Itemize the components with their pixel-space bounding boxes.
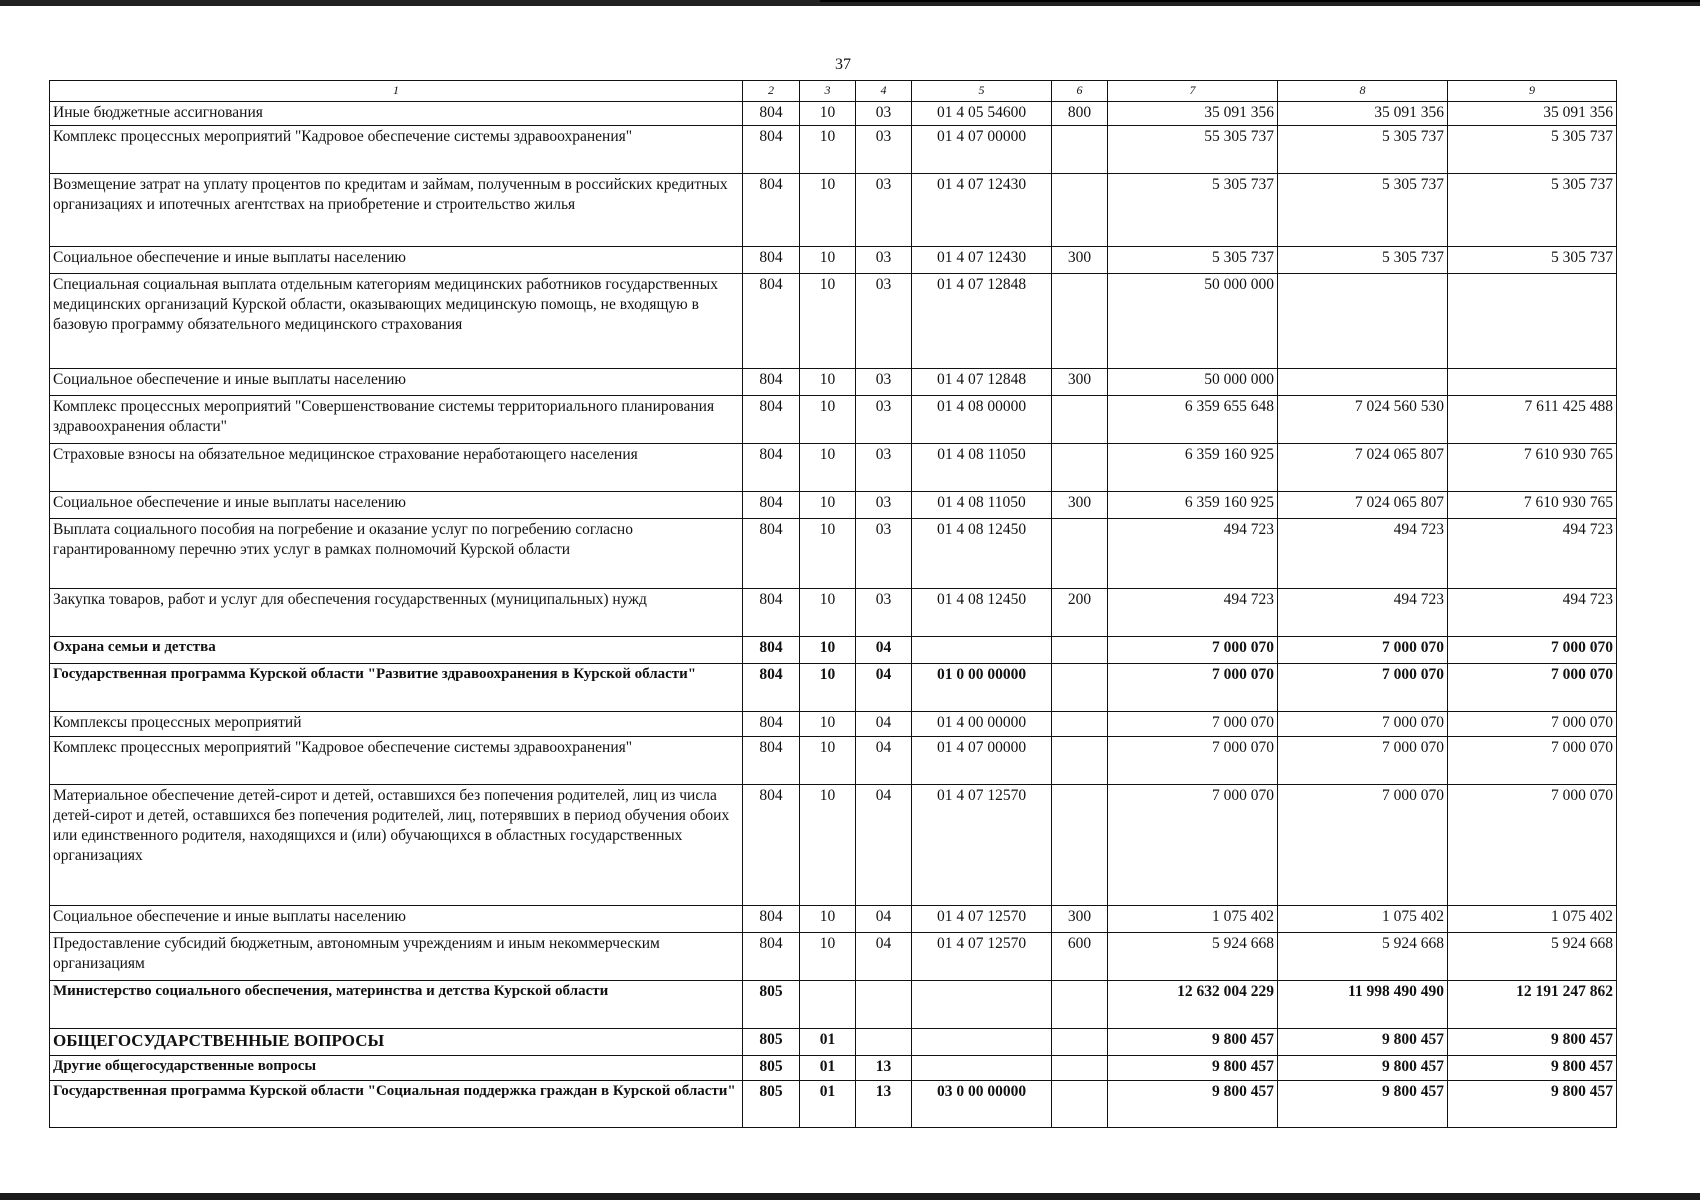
row-subsection: 03 xyxy=(856,174,912,247)
row-amount-col7: 7 000 070 xyxy=(1108,737,1278,785)
column-number: 5 xyxy=(912,81,1052,102)
table-row xyxy=(50,444,1617,492)
row-amount-col8: 5 305 737 xyxy=(1278,174,1448,247)
row-amount-col7: 6 359 160 925 xyxy=(1108,492,1278,519)
row-section: 10 xyxy=(800,174,856,247)
row-name: Государственная программа Курской области "Развитие здравоохранения в Курской области" xyxy=(50,664,743,712)
row-section: 10 xyxy=(800,589,856,637)
row-code: 804 xyxy=(743,637,800,664)
row-name: Социальное обеспечение и иные выплаты населению xyxy=(50,492,743,519)
row-amount-col8: 7 000 070 xyxy=(1278,664,1448,712)
row-amount-col7: 9 800 457 xyxy=(1108,1029,1278,1056)
row-amount-col9: 7 000 070 xyxy=(1448,785,1617,906)
row-subsection: 04 xyxy=(856,785,912,906)
row-amount-col8: 7 000 070 xyxy=(1278,737,1448,785)
row-code: 804 xyxy=(743,102,800,126)
row-section: 10 xyxy=(800,369,856,396)
column-number: 8 xyxy=(1278,81,1448,102)
row-subsection xyxy=(856,981,912,1029)
column-number: 9 xyxy=(1448,81,1617,102)
row-amount-col7: 5 305 737 xyxy=(1108,247,1278,274)
row-target-article: 01 4 07 12430 xyxy=(912,174,1052,247)
row-expense-type xyxy=(1052,637,1108,664)
row-amount-col7: 494 723 xyxy=(1108,519,1278,589)
row-subsection: 03 xyxy=(856,126,912,174)
row-code: 804 xyxy=(743,369,800,396)
column-number: 1 xyxy=(50,81,743,102)
row-section: 01 xyxy=(800,1081,856,1128)
row-target-article: 01 4 00 00000 xyxy=(912,712,1052,737)
row-section: 10 xyxy=(800,274,856,369)
row-amount-col9: 494 723 xyxy=(1448,589,1617,637)
row-amount-col8: 5 305 737 xyxy=(1278,126,1448,174)
row-amount-col9 xyxy=(1448,369,1617,396)
row-name: Государственная программа Курской области "Социальная поддержка граждан в Курской области" xyxy=(50,1081,743,1128)
row-amount-col9: 7 000 070 xyxy=(1448,712,1617,737)
row-target-article xyxy=(912,981,1052,1029)
row-section: 10 xyxy=(800,126,856,174)
row-expense-type xyxy=(1052,664,1108,712)
row-target-article: 01 4 08 11050 xyxy=(912,444,1052,492)
row-section: 10 xyxy=(800,906,856,933)
row-section: 10 xyxy=(800,492,856,519)
row-amount-col8: 9 800 457 xyxy=(1278,1029,1448,1056)
row-name: Социальное обеспечение и иные выплаты населению xyxy=(50,906,743,933)
row-expense-type xyxy=(1052,444,1108,492)
row-amount-col7: 9 800 457 xyxy=(1108,1056,1278,1081)
column-number: 3 xyxy=(800,81,856,102)
row-amount-col7: 12 632 004 229 xyxy=(1108,981,1278,1029)
row-amount-col8: 7 000 070 xyxy=(1278,637,1448,664)
row-amount-col8: 7 024 065 807 xyxy=(1278,444,1448,492)
row-section: 10 xyxy=(800,444,856,492)
table-row xyxy=(50,492,1617,519)
row-expense-type xyxy=(1052,126,1108,174)
row-amount-col7: 1 075 402 xyxy=(1108,906,1278,933)
row-name: Другие общегосударственные вопросы xyxy=(50,1056,743,1081)
row-amount-col9: 5 924 668 xyxy=(1448,933,1617,981)
row-section: 10 xyxy=(800,785,856,906)
row-code: 804 xyxy=(743,933,800,981)
row-name: Социальное обеспечение и иные выплаты населению xyxy=(50,247,743,274)
row-code: 804 xyxy=(743,737,800,785)
row-amount-col9: 5 305 737 xyxy=(1448,247,1617,274)
table-row xyxy=(50,1081,1617,1128)
row-amount-col7: 5 305 737 xyxy=(1108,174,1278,247)
row-name: Социальное обеспечение и иные выплаты населению xyxy=(50,369,743,396)
budget-table xyxy=(49,80,1617,1128)
row-expense-type: 300 xyxy=(1052,906,1108,933)
row-expense-type xyxy=(1052,1056,1108,1081)
row-amount-col9: 35 091 356 xyxy=(1448,102,1617,126)
table-row xyxy=(50,589,1617,637)
row-target-article: 01 4 08 12450 xyxy=(912,519,1052,589)
row-section: 10 xyxy=(800,737,856,785)
row-name: Комплекс процессных мероприятий "Кадровое обеспечение системы здравоохранения" xyxy=(50,126,743,174)
row-amount-col9: 7 000 070 xyxy=(1448,637,1617,664)
row-expense-type xyxy=(1052,737,1108,785)
row-section: 10 xyxy=(800,664,856,712)
row-expense-type: 800 xyxy=(1052,102,1108,126)
row-code: 804 xyxy=(743,519,800,589)
row-target-article: 03 0 00 00000 xyxy=(912,1081,1052,1128)
row-code: 804 xyxy=(743,396,800,444)
row-expense-type xyxy=(1052,785,1108,906)
row-amount-col7: 7 000 070 xyxy=(1108,785,1278,906)
row-amount-col9: 7 610 930 765 xyxy=(1448,444,1617,492)
row-target-article: 01 4 07 00000 xyxy=(912,126,1052,174)
row-subsection: 04 xyxy=(856,664,912,712)
column-number: 4 xyxy=(856,81,912,102)
row-name: Комплекс процессных мероприятий "Совершенствование системы территориального планирования здравоохранения области" xyxy=(50,396,743,444)
row-amount-col7: 50 000 000 xyxy=(1108,274,1278,369)
row-subsection: 13 xyxy=(856,1081,912,1128)
table-row xyxy=(50,1056,1617,1081)
table-row xyxy=(50,785,1617,906)
row-target-article: 01 4 07 12848 xyxy=(912,274,1052,369)
row-name: Иные бюджетные ассигнования xyxy=(50,102,743,126)
row-amount-col7: 5 924 668 xyxy=(1108,933,1278,981)
row-amount-col7: 7 000 070 xyxy=(1108,637,1278,664)
row-code: 805 xyxy=(743,1029,800,1056)
table-row xyxy=(50,519,1617,589)
row-expense-type: 300 xyxy=(1052,247,1108,274)
scan-edge-bottom xyxy=(0,1193,1700,1200)
row-amount-col7: 55 305 737 xyxy=(1108,126,1278,174)
table-row xyxy=(50,712,1617,737)
row-target-article: 01 4 07 12570 xyxy=(912,785,1052,906)
row-section: 10 xyxy=(800,712,856,737)
row-target-article: 01 4 07 12848 xyxy=(912,369,1052,396)
row-amount-col8 xyxy=(1278,369,1448,396)
row-section: 10 xyxy=(800,102,856,126)
row-target-article: 01 4 05 54600 xyxy=(912,102,1052,126)
table-row xyxy=(50,102,1617,126)
row-target-article: 01 4 08 11050 xyxy=(912,492,1052,519)
row-amount-col9: 9 800 457 xyxy=(1448,1056,1617,1081)
table-row xyxy=(50,906,1617,933)
row-target-article: 01 4 07 12430 xyxy=(912,247,1052,274)
row-amount-col8: 7 000 070 xyxy=(1278,712,1448,737)
page-number: 37 xyxy=(835,56,851,73)
row-amount-col9: 1 075 402 xyxy=(1448,906,1617,933)
row-target-article: 01 0 00 00000 xyxy=(912,664,1052,712)
table-row xyxy=(50,174,1617,247)
row-subsection: 03 xyxy=(856,247,912,274)
row-amount-col8: 9 800 457 xyxy=(1278,1056,1448,1081)
table-row xyxy=(50,737,1617,785)
row-target-article xyxy=(912,1029,1052,1056)
row-section: 10 xyxy=(800,933,856,981)
row-amount-col8: 494 723 xyxy=(1278,589,1448,637)
column-number: 7 xyxy=(1108,81,1278,102)
row-subsection: 13 xyxy=(856,1056,912,1081)
row-amount-col7: 35 091 356 xyxy=(1108,102,1278,126)
table-row xyxy=(50,126,1617,174)
row-target-article: 01 4 08 00000 xyxy=(912,396,1052,444)
row-code: 804 xyxy=(743,664,800,712)
row-amount-col7: 7 000 070 xyxy=(1108,712,1278,737)
row-subsection: 04 xyxy=(856,712,912,737)
row-name: Выплата социального пособия на погребение и оказание услуг по погребению согласно гарантированному перечню этих услуг в рамках полномочий Курской области xyxy=(50,519,743,589)
row-section: 10 xyxy=(800,637,856,664)
row-amount-col9: 5 305 737 xyxy=(1448,126,1617,174)
row-amount-col9: 7 000 070 xyxy=(1448,737,1617,785)
row-amount-col9: 7 611 425 488 xyxy=(1448,396,1617,444)
row-amount-col9: 9 800 457 xyxy=(1448,1029,1617,1056)
column-number: 2 xyxy=(743,81,800,102)
row-amount-col9 xyxy=(1448,274,1617,369)
row-amount-col8: 5 305 737 xyxy=(1278,247,1448,274)
row-amount-col8: 35 091 356 xyxy=(1278,102,1448,126)
row-amount-col9: 9 800 457 xyxy=(1448,1081,1617,1128)
row-subsection: 03 xyxy=(856,492,912,519)
row-amount-col7: 6 359 655 648 xyxy=(1108,396,1278,444)
row-subsection xyxy=(856,1029,912,1056)
row-subsection: 03 xyxy=(856,444,912,492)
row-name: Предоставление субсидий бюджетным, автономным учреждениям и иным некоммерческим организациям xyxy=(50,933,743,981)
row-subsection: 03 xyxy=(856,369,912,396)
row-code: 805 xyxy=(743,981,800,1029)
column-number: 6 xyxy=(1052,81,1108,102)
row-code: 804 xyxy=(743,274,800,369)
row-code: 804 xyxy=(743,174,800,247)
row-amount-col8: 494 723 xyxy=(1278,519,1448,589)
row-amount-col8: 7 024 560 530 xyxy=(1278,396,1448,444)
table-row xyxy=(50,1029,1617,1056)
row-subsection: 03 xyxy=(856,102,912,126)
row-target-article: 01 4 08 12450 xyxy=(912,589,1052,637)
row-target-article xyxy=(912,637,1052,664)
row-subsection: 03 xyxy=(856,589,912,637)
row-code: 804 xyxy=(743,712,800,737)
row-subsection: 03 xyxy=(856,519,912,589)
row-expense-type xyxy=(1052,1081,1108,1128)
row-code: 804 xyxy=(743,906,800,933)
row-code: 804 xyxy=(743,444,800,492)
scan-edge-top-line xyxy=(820,0,1700,2)
row-code: 805 xyxy=(743,1081,800,1128)
row-expense-type: 300 xyxy=(1052,492,1108,519)
row-subsection: 04 xyxy=(856,737,912,785)
row-name: Министерство социального обеспечения, материнства и детства Курской области xyxy=(50,981,743,1029)
row-expense-type xyxy=(1052,396,1108,444)
row-code: 804 xyxy=(743,247,800,274)
column-number-row xyxy=(50,81,1617,102)
row-name: Специальная социальная выплата отдельным категориям медицинских работников государственных медицинских организаций Курской области, оказывающих медицинскую помощь, не входящую в базовую программу обязательного медицинского страхования xyxy=(50,274,743,369)
row-expense-type xyxy=(1052,1029,1108,1056)
row-expense-type xyxy=(1052,519,1108,589)
row-section xyxy=(800,981,856,1029)
row-subsection: 04 xyxy=(856,637,912,664)
row-code: 805 xyxy=(743,1056,800,1081)
row-amount-col9: 7 000 070 xyxy=(1448,664,1617,712)
row-target-article: 01 4 07 00000 xyxy=(912,737,1052,785)
row-code: 804 xyxy=(743,126,800,174)
table-row xyxy=(50,637,1617,664)
table-row xyxy=(50,369,1617,396)
row-section: 01 xyxy=(800,1056,856,1081)
row-amount-col7: 494 723 xyxy=(1108,589,1278,637)
row-amount-col8: 5 924 668 xyxy=(1278,933,1448,981)
row-name: Закупка товаров, работ и услуг для обеспечения государственных (муниципальных) нужд xyxy=(50,589,743,637)
row-subsection: 04 xyxy=(856,906,912,933)
row-name: Возмещение затрат на уплату процентов по кредитам и займам, полученным в российских кредитных организациях и ипотечных агентствах на приобретение и строительство жилья xyxy=(50,174,743,247)
row-amount-col7: 9 800 457 xyxy=(1108,1081,1278,1128)
row-subsection: 04 xyxy=(856,933,912,981)
table-row xyxy=(50,981,1617,1029)
row-amount-col8: 7 000 070 xyxy=(1278,785,1448,906)
row-name: Материальное обеспечение детей-сирот и детей, оставшихся без попечения родителей, лиц из числа детей-сирот и детей, оставшихся без попечения родителей, лиц, потерявших в период обучения обоих или единственного родителя, находящихся и (или) обучающихся в областных государственных организациях xyxy=(50,785,743,906)
row-name: Охрана семьи и детства xyxy=(50,637,743,664)
row-subsection: 03 xyxy=(856,396,912,444)
row-amount-col9: 12 191 247 862 xyxy=(1448,981,1617,1029)
row-expense-type xyxy=(1052,174,1108,247)
row-expense-type xyxy=(1052,274,1108,369)
row-amount-col9: 494 723 xyxy=(1448,519,1617,589)
row-amount-col8: 9 800 457 xyxy=(1278,1081,1448,1128)
row-amount-col8: 7 024 065 807 xyxy=(1278,492,1448,519)
row-section: 01 xyxy=(800,1029,856,1056)
table-row xyxy=(50,933,1617,981)
row-amount-col7: 50 000 000 xyxy=(1108,369,1278,396)
row-amount-col8 xyxy=(1278,274,1448,369)
row-amount-col8: 1 075 402 xyxy=(1278,906,1448,933)
row-amount-col9: 5 305 737 xyxy=(1448,174,1617,247)
row-amount-col7: 6 359 160 925 xyxy=(1108,444,1278,492)
table-row xyxy=(50,274,1617,369)
row-name: Комплексы процессных мероприятий xyxy=(50,712,743,737)
row-amount-col9: 7 610 930 765 xyxy=(1448,492,1617,519)
row-subsection: 03 xyxy=(856,274,912,369)
row-code: 804 xyxy=(743,785,800,906)
row-target-article: 01 4 07 12570 xyxy=(912,933,1052,981)
row-expense-type: 600 xyxy=(1052,933,1108,981)
row-expense-type: 300 xyxy=(1052,369,1108,396)
row-amount-col7: 7 000 070 xyxy=(1108,664,1278,712)
row-section: 10 xyxy=(800,396,856,444)
row-expense-type xyxy=(1052,712,1108,737)
row-amount-col8: 11 998 490 490 xyxy=(1278,981,1448,1029)
row-name: Страховые взносы на обязательное медицинское страхование неработающего населения xyxy=(50,444,743,492)
row-name: Комплекс процессных мероприятий "Кадровое обеспечение системы здравоохранения" xyxy=(50,737,743,785)
row-section: 10 xyxy=(800,247,856,274)
row-name: ОБЩЕГОСУДАРСТВЕННЫЕ ВОПРОСЫ xyxy=(50,1029,743,1056)
table-row xyxy=(50,247,1617,274)
row-target-article: 01 4 07 12570 xyxy=(912,906,1052,933)
table-row xyxy=(50,664,1617,712)
row-expense-type xyxy=(1052,981,1108,1029)
row-target-article xyxy=(912,1056,1052,1081)
row-code: 804 xyxy=(743,589,800,637)
row-code: 804 xyxy=(743,492,800,519)
table-row xyxy=(50,396,1617,444)
row-expense-type: 200 xyxy=(1052,589,1108,637)
row-section: 10 xyxy=(800,519,856,589)
